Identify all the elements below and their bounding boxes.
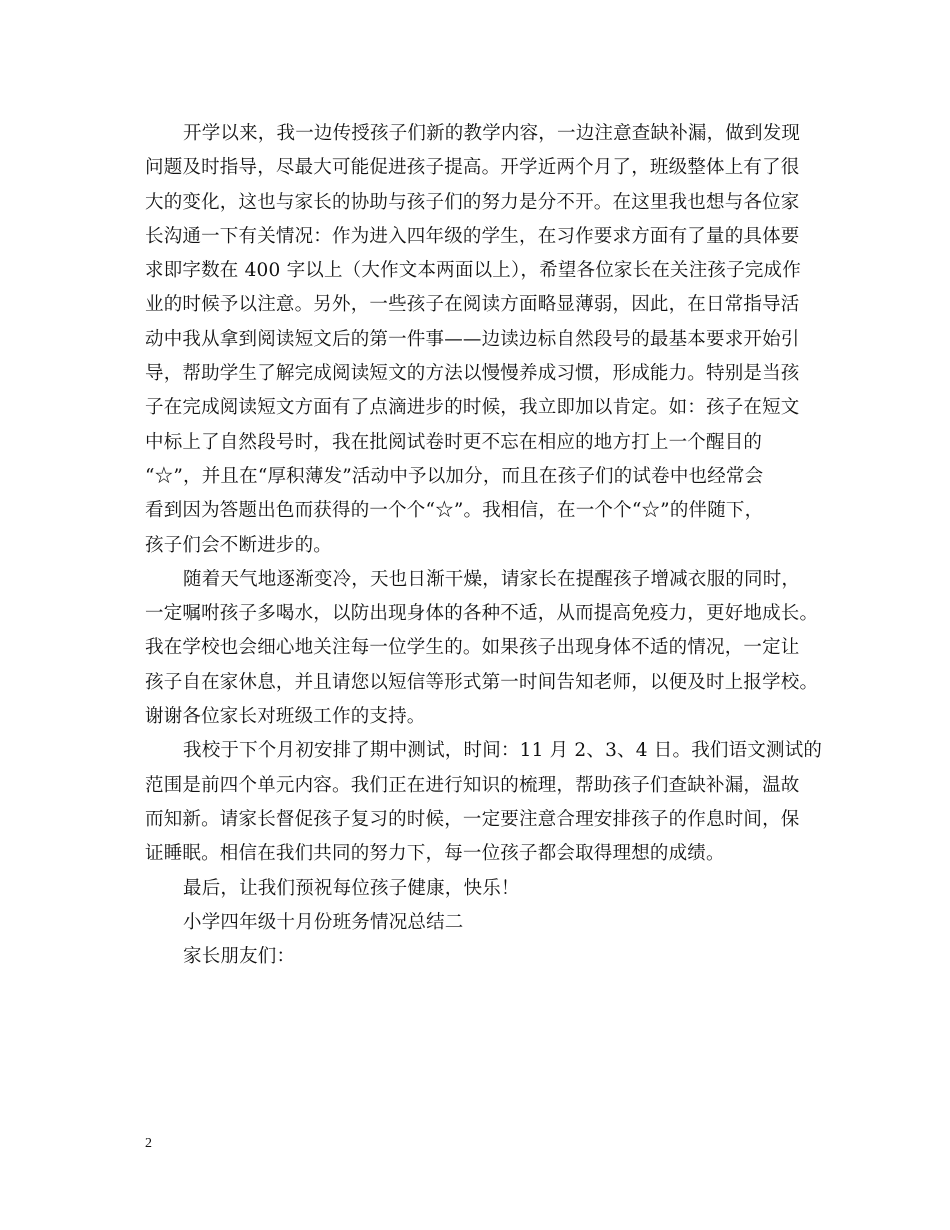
text-line: 业的时候予以注意。另外，一些孩子在阅读方面略显薄弱，因此，在日常指导活 (145, 294, 800, 316)
text-line: 问题及时指导，尽最大可能促进孩子提高。开学近两个月了，班级整体上有了很 (145, 157, 800, 179)
text-line: 随着天气地逐渐变冷，天也日渐干燥，请家长在提醒孩子增减衣服的同时， (183, 568, 801, 590)
text-line: 求即字数在 400 字以上（大作文本两面以上），希望各位家长在关注孩子完成作 (145, 260, 801, 282)
text-line: 中标上了自然段号时，我在批阅试卷时更不忘在相应的地方打上一个醒目的 (145, 431, 763, 453)
text-line: 子在完成阅读短文方面有了点滴进步的时候，我立即加以肯定。如：孩子在短文 (145, 397, 800, 419)
text-line: 证睡眠。相信在我们共同的努力下，每一位孩子都会取得理想的成绩。 (145, 843, 725, 865)
text-line: 范围是前四个单元内容。我们正在进行知识的梳理，帮助孩子们查缺补漏，温故 (145, 774, 800, 796)
text-line: 最后，让我们预祝每位孩子健康，快乐！ (183, 877, 520, 899)
text-line: 长沟通一下有关情况：作为进入四年级的学生，在习作要求方面有了量的具体要 (145, 225, 800, 247)
text-line: 小学四年级十月份班务情况总结二 (183, 911, 464, 933)
text-line: 我校于下个月初安排了期中测试，时间：11 月 2、3、4 日。我们语文测试的 (183, 740, 823, 762)
text-line: 我在学校也会细心地关注每一位学生的。如果孩子出现身体不适的情况，一定让 (145, 637, 800, 659)
text-line: 一定嘱咐孩子多喝水，以防出现身体的各种不适，从而提高免疫力，更好地成长。 (145, 603, 819, 625)
text-line: 动中我从拿到阅读短文后的第一件事——边读边标自然段号的最基本要求开始引 (145, 328, 800, 350)
text-line: “☆”，并且在“厚积薄发”活动中予以加分，而且在孩子们的试卷中也经常会 (145, 465, 764, 487)
text-line: 孩子自在家休息，并且请您以短信等形式第一时间告知老师，以便及时上报学校。 (145, 671, 819, 693)
body-text (145, 117, 823, 974)
text-line: 家长朋友们： (183, 946, 296, 968)
text-line: 开学以来，我一边传授孩子们新的教学内容，一边注意查缺补漏，做到发现 (183, 123, 801, 144)
text-line: 而知新。请家长督促孩子复习的时候，一定要注意合理安排孩子的作息时间，保 (145, 808, 800, 830)
text-line: 看到因为答题出色而获得的一个个“☆”。我相信，在一个个“☆”的伴随下， (145, 500, 764, 522)
page-number: 2 (145, 1136, 152, 1151)
text-line: 孩子们会不断进步的。 (145, 534, 333, 556)
text-line: 导，帮助学生了解完成阅读短文的方法以慢慢养成习惯，形成能力。特别是当孩 (145, 363, 800, 385)
text-line: 谢谢各位家长对班级工作的支持。 (145, 706, 426, 728)
text-line: 大的变化，这也与家长的协助与孩子们的努力是分不开。在这里我也想与各位家 (145, 191, 800, 213)
